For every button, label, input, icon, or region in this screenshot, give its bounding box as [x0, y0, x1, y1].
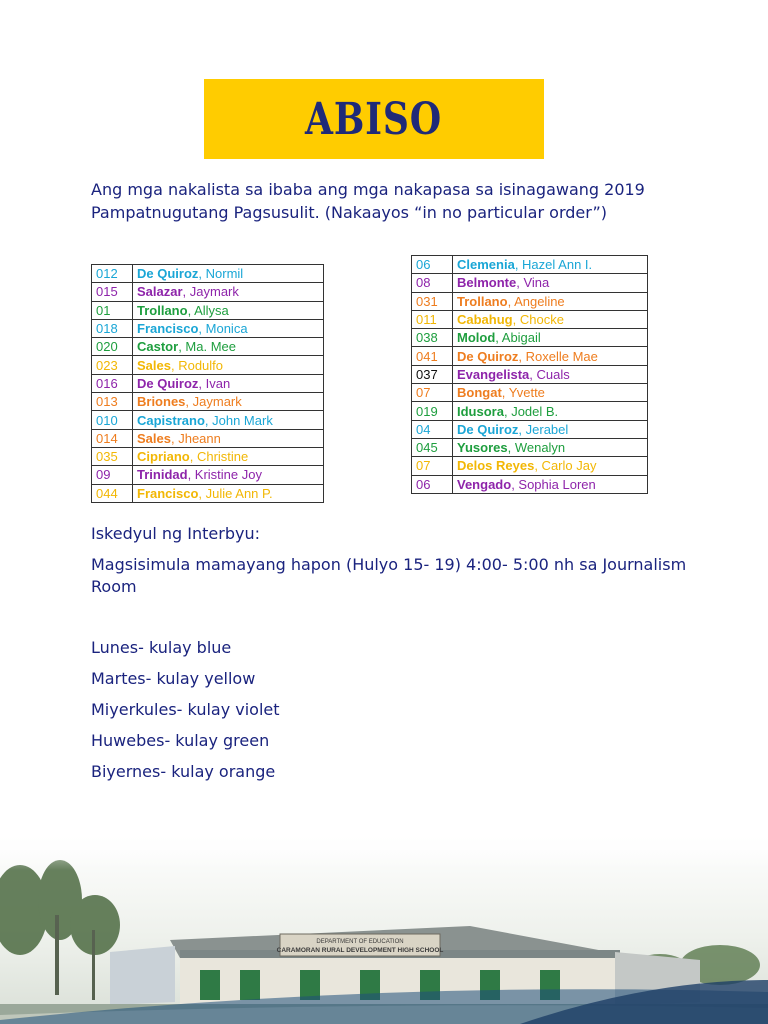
given-name: , Chocke [512, 312, 564, 328]
table-row [92, 411, 324, 429]
surname: Sales [137, 430, 171, 446]
given-name: , Rodulfo [170, 357, 224, 373]
entry-name [453, 475, 648, 493]
given-name: , Allysa [187, 302, 229, 318]
entry-code: 045 [412, 438, 453, 456]
entry-name [133, 283, 324, 301]
day-item: Biyernes- kulay orange [91, 762, 276, 781]
given-name: , Jodel B. [503, 403, 559, 419]
entry-code: 01 [92, 301, 133, 319]
surname: Francisco [137, 321, 199, 337]
table-row [92, 319, 324, 337]
table-row [412, 365, 648, 383]
interview-schedule [91, 524, 711, 598]
entry-code: 011 [412, 310, 453, 328]
entry-code: 037 [412, 365, 453, 383]
entry-code: 013 [92, 393, 133, 411]
surname: Salazar [137, 284, 183, 300]
surname: Molod [457, 330, 496, 346]
left-results-table [91, 264, 324, 503]
table-row [412, 310, 648, 328]
entry-code: 06 [412, 256, 453, 274]
given-name: , Jaymark [185, 394, 242, 410]
entry-name [453, 420, 648, 438]
given-name: , Normil [198, 266, 244, 282]
table-row [92, 283, 324, 301]
given-name: , Carlo Jay [534, 458, 597, 474]
given-name: , Jaymark [182, 284, 239, 300]
schedule-title: Iskedyul ng Interbyu: [91, 524, 260, 543]
table-row [412, 457, 648, 475]
entry-code: 06 [412, 475, 453, 493]
given-name: , Yvette [501, 385, 545, 401]
given-name: , Jerabel [518, 421, 569, 437]
surname: Vengado [457, 476, 512, 492]
given-name: , Cuals [529, 366, 570, 382]
banner-title: ABISO [305, 93, 443, 145]
surname: Idusora [457, 403, 504, 419]
surname: Clemenia [457, 257, 515, 273]
entry-name [453, 329, 648, 347]
intro-text: Ang mga nakalista sa ibaba ang mga nakapasa sa isinagawang 2019 Pampatnugutang Pagsusulit. (Nakaayos “in no particular order”) [91, 180, 645, 222]
surname: Trinidad [137, 467, 188, 483]
table-row [92, 429, 324, 447]
schedule-description: Magsisimula mamayang hapon (Hulyo 15- 19) 4:00- 5:00 nh sa Journalism Room [91, 555, 687, 596]
table-row [92, 301, 324, 319]
entry-code: 09 [92, 466, 133, 484]
table-row [412, 420, 648, 438]
day-color-list [91, 638, 280, 793]
entry-name [133, 319, 324, 337]
given-name: , Wenalyn [507, 440, 566, 456]
table-row [92, 484, 324, 502]
entry-name [453, 457, 648, 475]
entry-name [453, 274, 648, 292]
surname: De Quiroz [457, 421, 519, 437]
entry-name [133, 447, 324, 465]
surname: Trollano [457, 293, 508, 309]
entry-code: 018 [92, 319, 133, 337]
entry-name [453, 310, 648, 328]
given-name: , Sophia Loren [511, 476, 596, 492]
day-item: Martes- kulay yellow [91, 669, 256, 688]
surname: De Quiroz [137, 266, 199, 282]
given-name: , Ivan [198, 375, 231, 391]
given-name: , Christine [189, 449, 249, 465]
entry-name [133, 466, 324, 484]
entry-name [133, 411, 324, 429]
surname: Bongat [457, 385, 502, 401]
entry-code: 07 [412, 457, 453, 475]
sign-line-2: CARAMORAN RURAL DEVELOPMENT HIGH SCHOOL [276, 947, 444, 954]
surname: Cipriano [137, 449, 190, 465]
entry-name [133, 356, 324, 374]
table-row [412, 475, 648, 493]
entry-name [453, 402, 648, 420]
surname: Evangelista [457, 366, 530, 382]
entry-name [133, 301, 324, 319]
surname: Trollano [137, 302, 188, 318]
entry-name [133, 338, 324, 356]
table-row [412, 347, 648, 365]
surname: Cabahug [457, 312, 513, 328]
right-results-table [411, 255, 648, 494]
table-row [412, 384, 648, 402]
given-name: , Roxelle Mae [518, 348, 598, 364]
entry-name [453, 292, 648, 310]
entry-code: 012 [92, 265, 133, 283]
table-row [412, 402, 648, 420]
surname: Sales [137, 357, 171, 373]
table-row [412, 438, 648, 456]
entry-code: 031 [412, 292, 453, 310]
table-row [92, 338, 324, 356]
entry-code: 016 [92, 374, 133, 392]
entry-code: 010 [92, 411, 133, 429]
entry-code: 044 [92, 484, 133, 502]
entry-code: 015 [92, 283, 133, 301]
table-row [92, 447, 324, 465]
entry-code: 04 [412, 420, 453, 438]
given-name: , Kristine Joy [187, 467, 262, 483]
entry-name [133, 393, 324, 411]
table-row [92, 356, 324, 374]
entry-code: 07 [412, 384, 453, 402]
entry-name [133, 429, 324, 447]
surname: Belmonte [457, 275, 517, 291]
entry-code: 038 [412, 329, 453, 347]
day-item: Lunes- kulay blue [91, 638, 232, 657]
entry-code: 041 [412, 347, 453, 365]
entry-code: 035 [92, 447, 133, 465]
table-row [92, 393, 324, 411]
surname: Briones [137, 394, 186, 410]
given-name: , Abigail [495, 330, 541, 346]
table-row [92, 265, 324, 283]
entry-name [133, 374, 324, 392]
entry-name [133, 265, 324, 283]
given-name: , Julie Ann P. [198, 485, 273, 501]
sign-line-1: DEPARTMENT OF EDUCATION [316, 939, 404, 945]
surname: Castor [137, 339, 179, 355]
surname: De Quiroz [137, 375, 199, 391]
entry-name [453, 384, 648, 402]
table-row [412, 292, 648, 310]
abiso-banner [204, 79, 544, 159]
table-row [412, 274, 648, 292]
entry-name [453, 256, 648, 274]
given-name: , John Mark [204, 412, 273, 428]
day-item: Miyerkules- kulay violet [91, 700, 280, 719]
entry-name [453, 347, 648, 365]
table-row [412, 256, 648, 274]
entry-name [133, 484, 324, 502]
entry-code: 08 [412, 274, 453, 292]
table-row [92, 374, 324, 392]
entry-name [453, 438, 648, 456]
surname: Francisco [137, 485, 199, 501]
given-name: , Hazel Ann I. [514, 257, 593, 273]
entry-code: 020 [92, 338, 133, 356]
given-name: , Angeline [507, 293, 565, 309]
surname: De Quiroz [457, 348, 519, 364]
surname: Delos Reyes [457, 458, 535, 474]
surname: Yusores [457, 440, 508, 456]
school-building-photo [0, 830, 768, 1024]
table-row [92, 466, 324, 484]
day-item: Huwebes- kulay green [91, 731, 270, 750]
given-name: , Monica [198, 321, 248, 337]
entry-code: 014 [92, 429, 133, 447]
given-name: , Vina [516, 275, 550, 291]
given-name: , Ma. Mee [178, 339, 236, 355]
table-row [412, 329, 648, 347]
entry-code: 019 [412, 402, 453, 420]
surname: Capistrano [137, 412, 205, 428]
entry-name [453, 365, 648, 383]
given-name: , Jheann [170, 430, 221, 446]
entry-code: 023 [92, 356, 133, 374]
